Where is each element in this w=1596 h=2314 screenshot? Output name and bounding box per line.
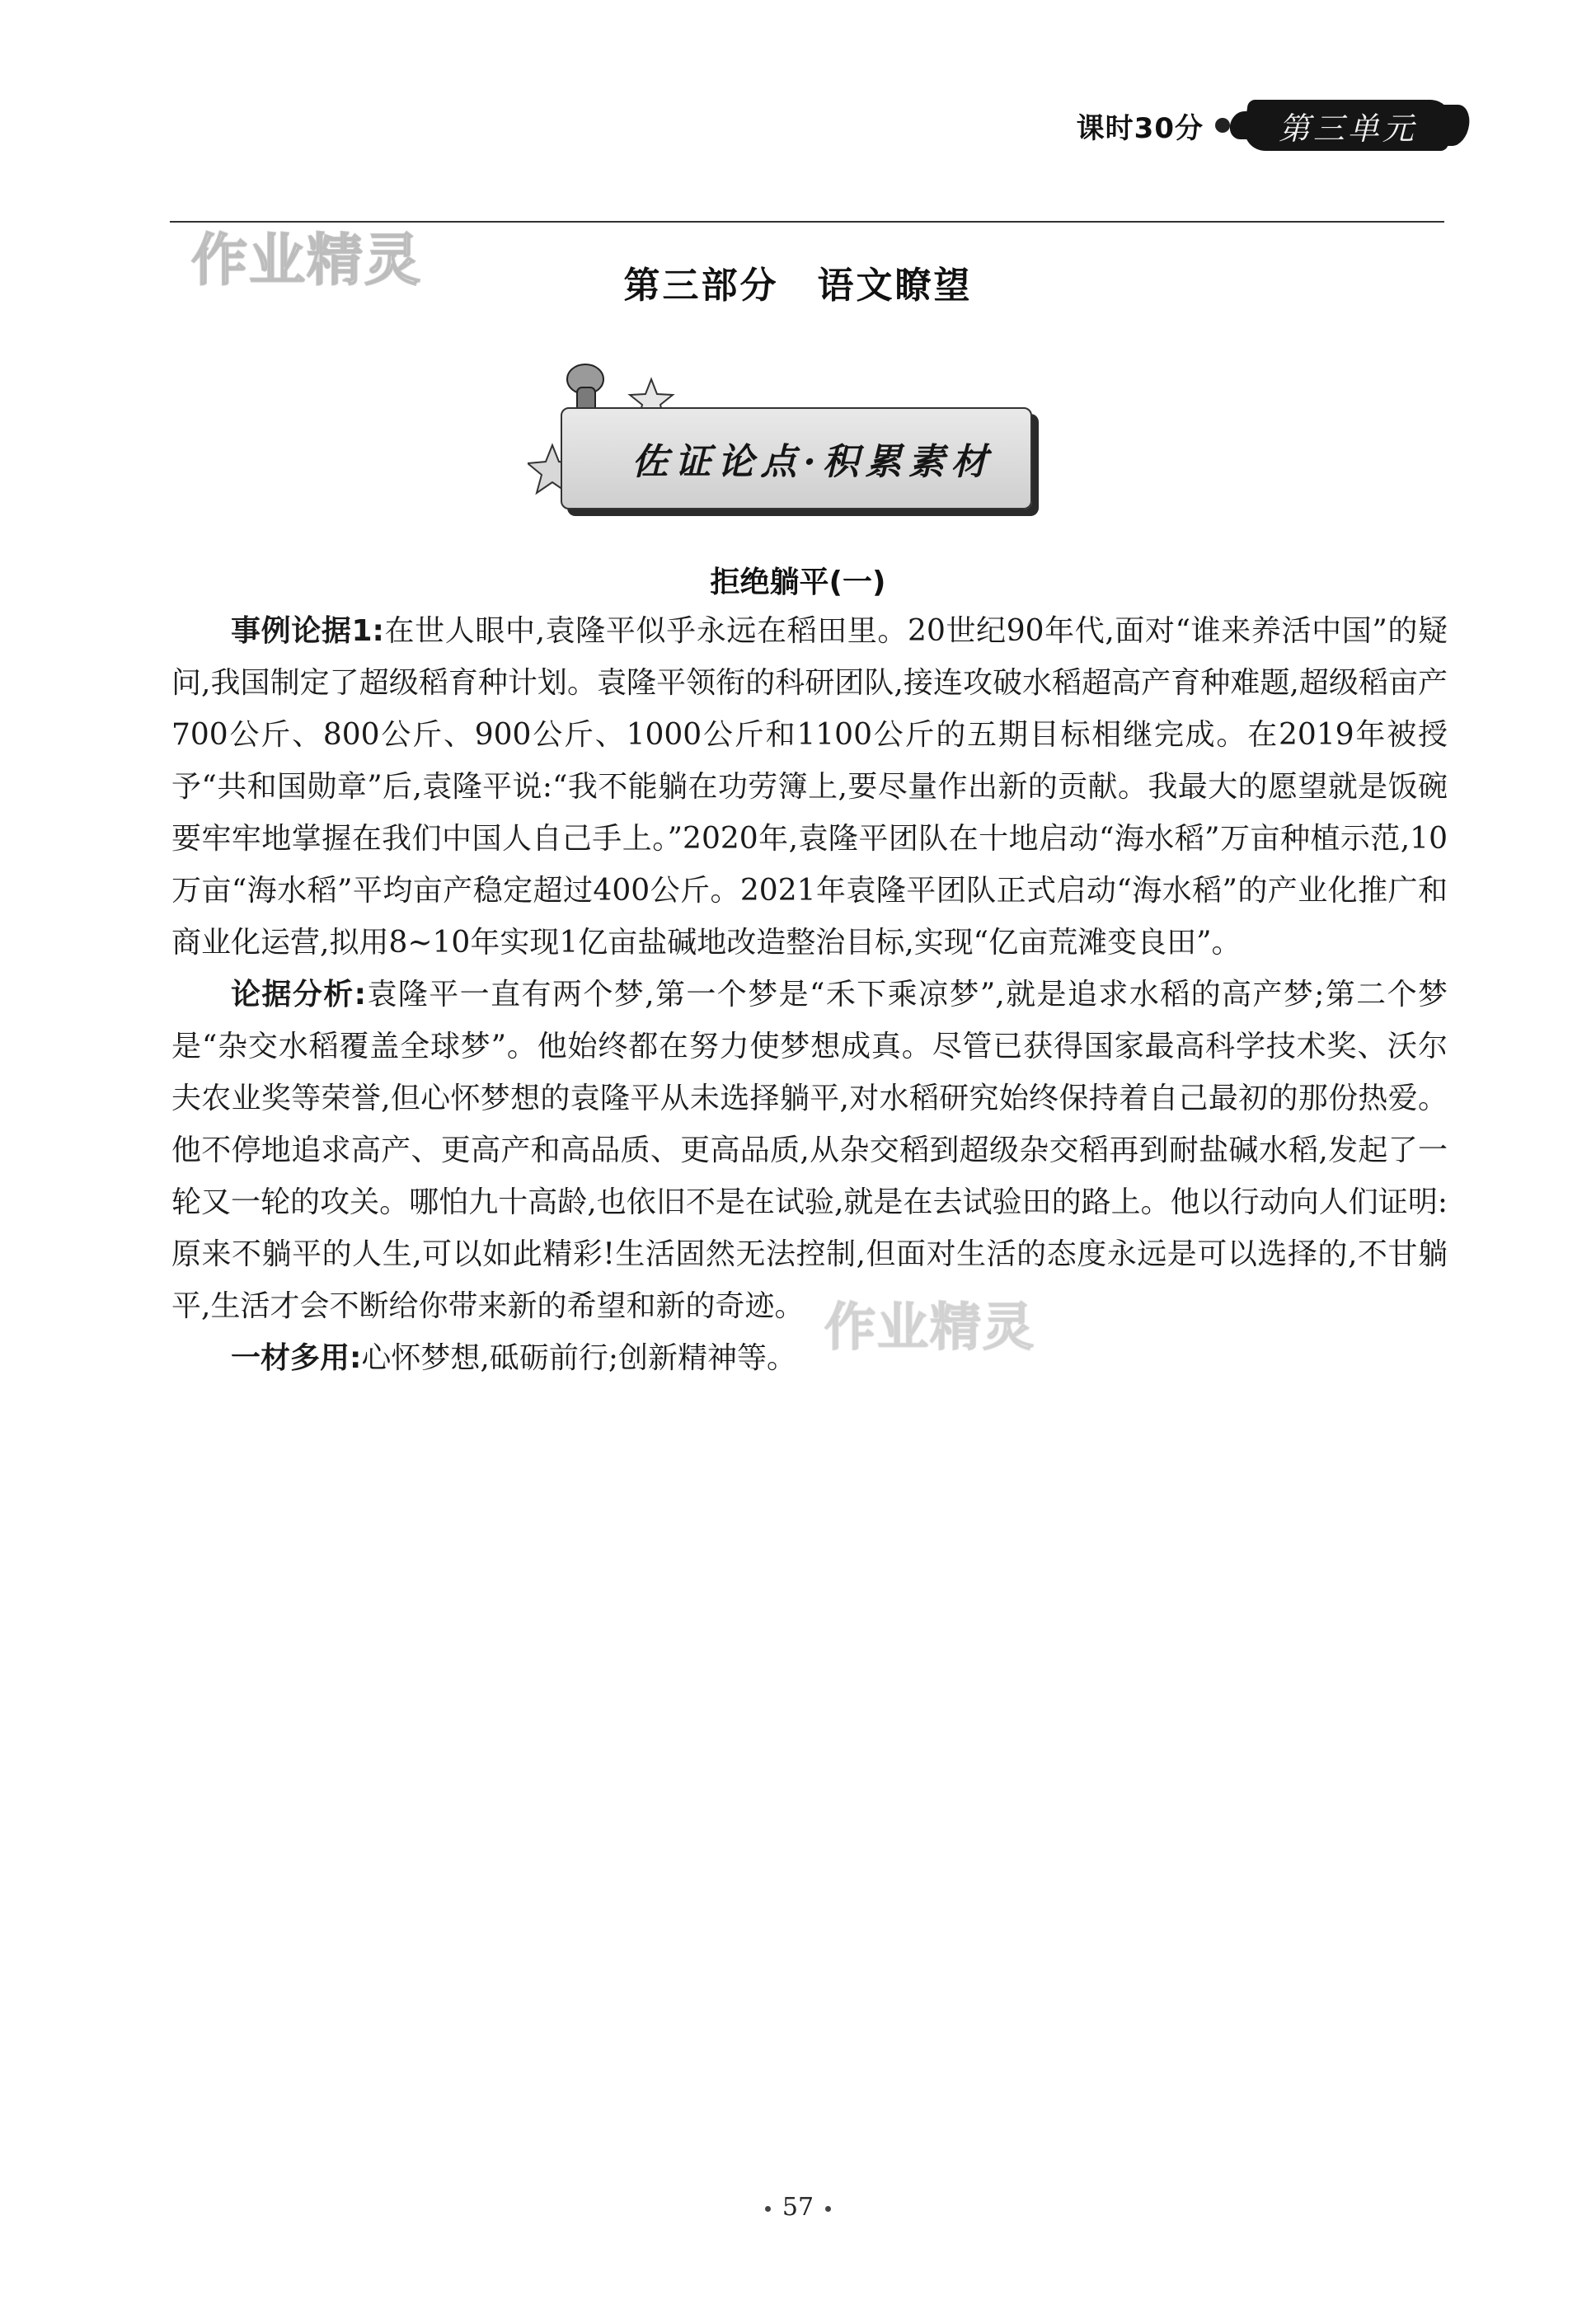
paragraph-case-evidence [171,605,1448,969]
page-number-value: 57 [782,2193,814,2222]
banner-text: 佐证论点·积累素材 [631,441,994,483]
watermark-faint: 作业精灵 [824,1297,1036,1357]
header-bullet-icon [1215,118,1230,133]
page-number [0,2193,1596,2222]
section-banner [528,346,1039,519]
paragraph-text: 袁隆平一直有两个梦,第一个梦是“禾下乘凉梦”,就是追求水稻的高产梦;第二个梦是“杂交水稻覆盖全球梦”。他始终都在努力使梦想成真。尽管已获得国家最高科学技术奖、沃尔夫农业奖等荣誉,但心怀梦想的袁隆平从未选择躺平,对水稻研究始终保持着自己最初的那份热爱。他不停地追求高产、更高产和高品质、更高品质,从杂交稻到超级杂交稻再到耐盐碱水稻,发起了一轮又一轮的攻关。哪怕九十高龄,也依旧不是在试验,就是在去试验田的路上。他以行动向人们证明:原来不躺平的人生,可以如此精彩!生活固然无法控制,但面对生活的态度永远是可以选择的,不甘躺平,生活才会不断给你带来新的希望和新的奇迹。 [171,978,1448,1323]
paragraph-label: 事例论据1: [231,614,384,648]
running-header [1077,92,1451,158]
unit-brush-label [1242,100,1455,151]
bullet-icon [825,2206,831,2212]
series-name: 课时30分 [1076,111,1204,145]
paragraph-multi-use [171,1332,1448,1384]
watermark: 作业精灵 [191,228,423,293]
part-title: 第三部分 语文瞭望 [623,265,973,307]
paragraph-evidence-analysis [171,969,1448,1332]
banner-box [561,407,1032,509]
paragraph-text: 心怀梦想,砥砺前行;创新精神等。 [361,1341,796,1375]
paragraph-label: 论据分析: [231,978,367,1011]
paragraph-label: 一材多用: [231,1341,362,1375]
bullet-icon [765,2206,771,2212]
article-body [171,605,1448,1384]
unit-name: 第三单元 [1278,110,1417,147]
article-title: 拒绝躺平(一) [710,566,886,599]
paragraph-text: 在世人眼中,袁隆平似乎永远在稻田里。20世纪90年代,面对“谁来养活中国”的疑问,我国制定了超级稻育种计划。袁隆平领衔的科研团队,接连攻破水稻超高产育种难题,超级稻亩产700公斤、800公斤、900公斤、1000公斤和1100公斤的五期目标相继完成。在2019年被授予“共和国勋章”后,袁隆平说:“我不能躺在功劳簿上,要尽量作出新的贡献。我最大的愿望就是饭碗要牢牢地掌握在我们中国人自己手上。”2020年,袁隆平团队在十地启动“海水稻”万亩种植示范,10万亩“海水稻”平均亩产稳定超过400公斤。2021年袁隆平团队正式启动“海水稻”的产业化推广和商业化运营,拟用8~10年实现1亿亩盐碱地改造整治目标,实现“亿亩荒滩变良田”。 [171,614,1448,960]
